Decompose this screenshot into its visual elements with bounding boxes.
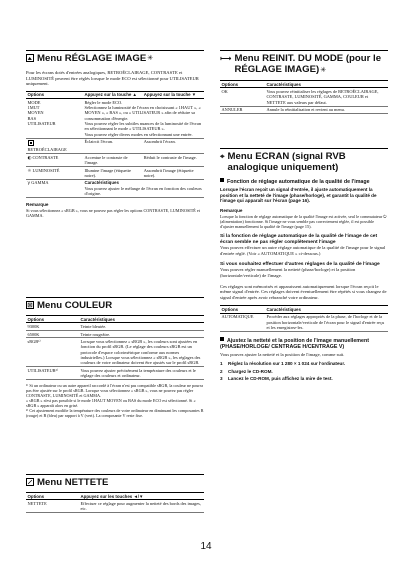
image-adjust-table xyxy=(26,91,204,198)
incomplete-adjust-heading: Si la fonction de réglage automatique de la qualité de l'image de cet écran semble ne pas régler complètement l'image xyxy=(220,233,378,245)
table-row xyxy=(26,179,204,197)
other-adjust-heading: Si vous souhaitez effectuer d'autres réglages de la qualité de l'image xyxy=(220,261,380,267)
section-rule xyxy=(26,297,204,298)
reset-icon: ⟼ xyxy=(220,54,232,63)
memory-text: Ces réglages sont mémorisés et apparaissent automatiquement lorsque l'écran reçoit le même signal d'entrée. Ces réglages doivent éventuellement être répétés si vous changez de signal d'entrée après avoir rebranché votre ordinateur. xyxy=(220,283,387,300)
screen-table xyxy=(220,305,388,332)
image-adjust-section xyxy=(26,50,204,218)
option-cell: sRGB¹⁾ xyxy=(26,338,79,367)
remarque-title: Remarque xyxy=(220,207,243,213)
auto-adjust-heading: Fonction de réglage automatique de la qualité de l'image xyxy=(220,178,388,185)
table-row xyxy=(26,154,204,167)
footnote: ²⁾ Cet ajustement modifie la température des couleurs de votre ordinateur en diminuant les composantes R (rouge) et B (bleu) par rapport à V (vert). La composante V reste fixe. xyxy=(26,408,204,419)
col-header-desc: Caractéristiques xyxy=(265,306,388,313)
option-cell: GAMMA xyxy=(31,180,49,186)
section-rule xyxy=(220,50,388,51)
down-cell: Réduit le contraste de l'image. xyxy=(142,154,204,167)
remarque-text: Si vous sélectionnez « sRGB », vous ne pouvez pas régler les options CONTRASTE, LUMINOSITÉ et GAMMA. xyxy=(26,207,200,218)
sharpness-icon xyxy=(26,478,34,486)
table-row xyxy=(220,106,388,113)
reset-title: ⟼ Menu REINIT. DU MODE (pour le RÉGLAGE IMAGE)✳ xyxy=(220,53,382,75)
reset-section xyxy=(220,50,388,114)
list-item: 3 Lancez le CD-ROM, puis affichez la mire de test. xyxy=(220,376,333,382)
section-rule xyxy=(220,148,388,149)
table-row xyxy=(26,167,204,180)
col-header-desc: Caractéristiques xyxy=(79,316,204,323)
col-header-options: Options xyxy=(26,316,79,323)
auto-adjust-text: Lorsque l'écran reçoit un signal d'entrée, il ajuste automatiquement la position et la netteté de l'image (phase/horloge), et garantit la qualité de l'image qui apparaît sur l'écran (page 16). xyxy=(220,187,377,204)
gamma-icon: γ xyxy=(27,181,31,187)
desc-cell: Annule la réinitialisation et revient au menu. xyxy=(265,106,388,113)
option-cell: MODE 1MUT MOYEN BAS UTILISATEUR xyxy=(26,99,83,138)
option-cell: 6500K xyxy=(26,330,79,337)
backlight-icon xyxy=(28,140,34,146)
desc-cell: Vous pouvez ajuster précisément la température des couleurs et le réglage des couleurs et ordinateur. xyxy=(79,367,204,380)
table-row xyxy=(26,99,204,138)
up-cell: Illumine l'image (étiquette noire). xyxy=(83,167,142,180)
section-rule xyxy=(26,50,204,51)
image-adjust-icon xyxy=(26,54,34,62)
table-row xyxy=(220,313,388,331)
desc-cell: Vous pouvez réinitialiser les réglages de RETROÉCLAIRAGE, CONTRASTE, LUMINOSITÉ, GAMMA, COULEUR et NETTETE aux valeurs par défaut. xyxy=(265,88,388,106)
page-number: 14 xyxy=(200,541,212,552)
sharpness-title: Menu NETTETE xyxy=(26,477,204,488)
desc-cell: Procéder aux réglages appropriés de la phase, de l'horloge et de la position horizontale/verticale de l'écran pour le signal d'entrée reçu et les enregistrez-les. xyxy=(265,313,388,331)
down-cell: Assombrit l'écran. xyxy=(142,138,204,154)
desc-cell: Teinte rougeâtre. xyxy=(79,330,204,337)
col-header-keys: Appuyez sur les touches ◄/▼ xyxy=(79,493,204,500)
up-cell: Éclaircit l'écran. xyxy=(83,138,142,154)
color-title: Menu COULEUR xyxy=(26,300,204,311)
remarque-title: Remarque xyxy=(26,201,49,207)
table-row xyxy=(26,338,204,367)
option-cell: UTILISATEUR²⁾ xyxy=(26,367,79,380)
remarque-text: Lorsque la fonction de réglage automatique de la qualité l'image est activée, seul le commutateur ⏻ (alimentation) fonctionne. Si l'image ne vous semble pas correctement réglée, il est possible d'ajuster manuellement la qualité de l'image (page 15). xyxy=(220,213,387,229)
option-cell: NETTETE xyxy=(26,500,79,513)
table-row xyxy=(26,323,204,330)
col-header-down: Appuyez sur la touche ▼ xyxy=(142,91,204,98)
brightness-icon: ☼ xyxy=(27,168,32,174)
color-section xyxy=(26,297,204,419)
option-cell: CONTRASTE xyxy=(32,154,59,160)
col-header-desc: Caractéristiques xyxy=(265,81,388,88)
col-header-options: Options xyxy=(26,91,83,98)
bullet-square-icon xyxy=(220,337,224,341)
table-row xyxy=(26,500,204,513)
sharpness-section xyxy=(26,474,204,513)
merged-header: Caractéristiques xyxy=(84,180,119,186)
desc-cell: Teinte bleutée. xyxy=(79,323,204,330)
manual-adjust-heading: Ajustez la netteté et la position de l'image manuellement (PHASE/HORLOGE/ CENTRAGE H/CENTRAGE V) xyxy=(220,337,369,351)
list-item: 2 Chargez le CD-ROM. xyxy=(220,368,273,374)
asterisk-icon: ✳ xyxy=(147,54,154,62)
list-item: 1 Réglez la résolution sur 1 280 × 1 024 sur l'ordinateur. xyxy=(220,360,346,366)
desc-cell: Effectuer ce réglage pour augmenter la netteté des bords des images, etc. xyxy=(79,500,204,513)
reset-table xyxy=(220,80,388,114)
image-adjust-title: Menu RÉGLAGE IMAGE ✳ xyxy=(26,53,204,64)
option-cell: LUMINOSITÉ xyxy=(32,167,60,173)
option-cell: AUTOMATIQUE xyxy=(220,313,265,331)
bullet-square-icon xyxy=(220,178,224,182)
contrast-icon: ◐ xyxy=(27,155,32,161)
image-adjust-intro: Pour les écrans dotés d'entrées analogiques, RETROÉCLAIRAGE, CONTRASTE et LUMINOSITÉ peuvent être réglés lorsque le mode ECO est sélectionné pour UTILISATEUR uniquement. xyxy=(26,70,199,87)
desc-cell: Vous pouvez ajuster le mélange de l'écran en fonction des couleurs d'origine. xyxy=(84,185,202,197)
screen-section xyxy=(220,148,388,382)
footnote: « sRGB » n'est pas possible si le mode 1HAUT MOYEN ou BAS du mode ECO est sélectionné. Si « sRGB » apparaît alors en grisé. xyxy=(26,398,196,409)
col-header-up: Appuyez sur la touche ▲ xyxy=(83,91,142,98)
option-cell: OK xyxy=(220,88,265,106)
color-table xyxy=(26,315,204,380)
option-cell: 9300K xyxy=(26,323,79,330)
screen-icon: ⌖ xyxy=(220,152,225,161)
option-cell: RETROÉCLAIRAGE xyxy=(27,147,67,153)
asterisk-icon: ✳ xyxy=(320,66,327,74)
col-header-options: Options xyxy=(220,306,265,313)
up-cell: Accentue le contraste de l'image. xyxy=(83,154,142,167)
down-cell: Assombrit l'image (étiquette noire). xyxy=(142,167,204,180)
col-header-options: Options xyxy=(26,493,79,500)
col-header-options: Options xyxy=(220,81,265,88)
section-rule xyxy=(26,474,204,475)
table-row xyxy=(220,88,388,106)
footnotes xyxy=(26,383,204,419)
steps-list xyxy=(220,361,388,382)
table-row xyxy=(26,367,204,380)
table-row xyxy=(26,138,204,154)
incomplete-adjust-text: Vous pouvez effectuer un autre réglage automatique de la qualité de l'image pour le signal d'entrée réglé. (Voir « AUTOMATIQUE » ci-dessous.) xyxy=(220,245,386,257)
table-row xyxy=(26,330,204,337)
other-adjust-text: Vous pouvez régler manuellement la netteté (phase/horloge) et la position (horizontale/verticale) de l'image. xyxy=(220,267,356,279)
footnote: ¹⁾ Si un ordinateur ou un autre appareil raccordé à l'écran n'est pas compatible sRGB, la couleur ne pourra pas être ajustée sur le profil sRGB. Lorsque vous sélectionnez « sRGB », vous ne pouvez pas régler CONTRASTE, LUMINOSITÉ et GAMMA. xyxy=(26,382,203,399)
desc-cell: Lorsque vous sélectionnez « sRGB », les couleurs sont ajustées en fonction du profil sRGB. (Le réglage des couleurs sRGB est un protocole d'espace colorimétrique conforme aux normes industrielles.) Lorsque vous sélectionnez « sRGB », les réglages des couleurs de votre ordinateur doivent être ajustés sur le profil sRGB. xyxy=(79,338,204,367)
desc-cell: Régler le mode ECO. Sélectionnez la luminosité de l'écran en choisissant « 1HAUT », « MOYEN », « BAS », ou « UTILISATEUR » afin de réduire sa consommation d'énergie. Vous pouvez régler les subtiles nuances de la luminosité de l'écran en sélectionnant le mode « UTILISATEUR ». Vous pouvez régler divers modes en sélectionnant une entrée. xyxy=(83,99,204,138)
screen-title: ⌖ Menu ECRAN (signal RVB analogique uniquement) xyxy=(220,151,346,173)
option-cell: ANNULER xyxy=(220,106,265,113)
sharpness-table xyxy=(26,492,204,513)
color-icon xyxy=(26,301,34,309)
manual-adjust-text: Vous pouvez ajuster la netteté et la position de l'image, comme suit. xyxy=(220,352,345,358)
